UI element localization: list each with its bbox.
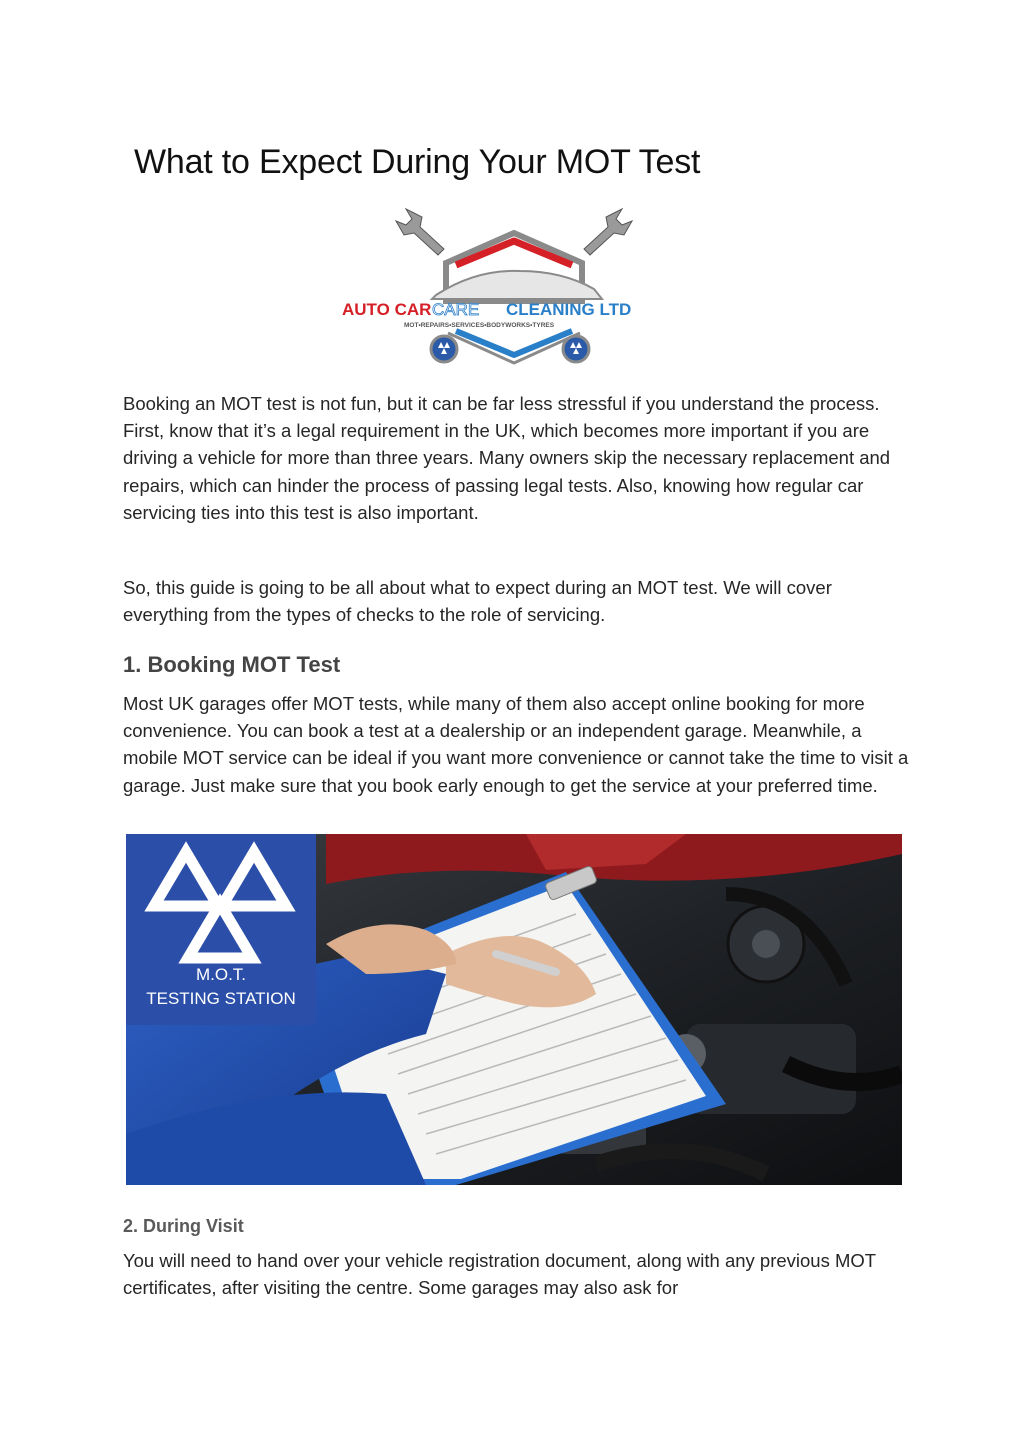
page-title: What to Expect During Your MOT Test (134, 143, 701, 181)
section-heading-booking: 1. Booking MOT Test (123, 652, 341, 677)
left-wrench-icon (396, 209, 444, 255)
intro-paragraph-1: Booking an MOT test is not fun, but it can be far less stressful if you understand the process. First, know that it’s a legal requirement in the UK, which becomes more important if you are driving a vehicle for more than three years. Many owners skip the necessary replacement and repairs, which can hinder the process of passing legal tests. Also, knowing how regular car servicing ties into this test is also important. (123, 393, 891, 523)
mot-badge-right-icon (563, 336, 589, 362)
intro-paragraph-2: So, this guide is going to be all about what to expect during an MOT test. We will cover everything from the types of checks to the role of servicing. (123, 577, 832, 626)
mot-sign-line-2: TESTING STATION (146, 989, 296, 1008)
car-silhouette (432, 271, 602, 299)
section-heading-visit: 2. During Visit (123, 1216, 244, 1236)
mot-badge-left-icon (431, 336, 457, 362)
logo-name-blue: CLEANING LTD (506, 300, 632, 319)
section-body-booking: Most UK garages offer MOT tests, while many of them also accept online booking for more convenience. You can book a test at a dealership or an independent garage. Meanwhile, a mobile MOT service can be ideal if you want more convenience or cannot take the time to visit a garage. Just make sure that you book early enough to get the service at your preferred time. (123, 693, 909, 796)
logo-name-outline: CARE (432, 300, 480, 319)
right-wrench-icon (584, 209, 632, 255)
section-body-visit: You will need to hand over your vehicle registration document, along with any previous MOT certificates, after visiting the centre. Some garages may also ask for (123, 1250, 876, 1299)
mot-sign-line-1: M.O.T. (195, 965, 247, 984)
company-logo (336, 203, 692, 369)
logo-tagline: MOT•REPAIRS•SERVICES•BODYWORKS•TYRES (404, 322, 555, 329)
logo-name-red: AUTO CAR (342, 300, 432, 319)
mot-inspection-photo (126, 834, 902, 1185)
